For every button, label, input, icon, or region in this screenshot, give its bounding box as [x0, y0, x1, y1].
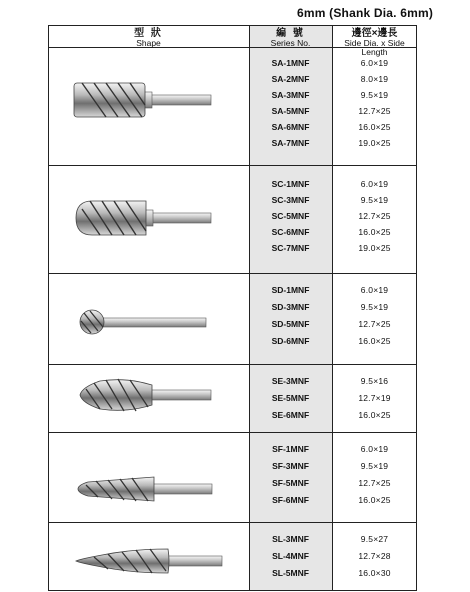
- size-cell: 6.0×19: [360, 179, 389, 189]
- series-cell: SC-3MNF: [271, 195, 310, 205]
- size-cell: 6.0×19: [360, 58, 389, 68]
- size-cell: 6.0×19: [360, 444, 389, 454]
- series-cell: SL-4MNF: [272, 551, 309, 561]
- series-cell: SE-5MNF: [271, 393, 310, 403]
- series-cell: SA-2MNF: [271, 74, 310, 84]
- series-cell: SC-5MNF: [271, 211, 310, 221]
- size-cell: 9.5×27: [360, 534, 389, 544]
- series-cell: SA-7MNF: [271, 138, 310, 148]
- size-cell: 6.0×19: [360, 285, 389, 295]
- size-cell: 9.5×19: [360, 302, 389, 312]
- size-cell: 12.7×19: [358, 393, 391, 403]
- size-cell: 12.7×25: [358, 106, 391, 116]
- header-size-en: Side Dia. x Side Length: [344, 38, 405, 58]
- size-cell: 16.0×25: [358, 410, 391, 420]
- tree-radius-end-burr-icon: [78, 477, 212, 501]
- size-cell: 9.5×19: [360, 90, 389, 100]
- header-size-zh: 邊徑×邊長: [351, 28, 398, 39]
- ball-burr-icon: [80, 310, 206, 334]
- size-cell: 16.0×25: [358, 336, 391, 346]
- series-cell: SC-1MNF: [271, 179, 310, 189]
- series-cell: SA-5MNF: [271, 106, 310, 116]
- series-cell: SD-5MNF: [271, 319, 310, 329]
- size-cell: 12.7×28: [358, 551, 391, 561]
- header-series-zh: 編 號: [276, 28, 305, 39]
- series-cell: SF-5MNF: [272, 478, 309, 488]
- series-cell: SF-3MNF: [272, 461, 309, 471]
- oval-burr-icon: [80, 379, 211, 411]
- series-cell: SL-3MNF: [272, 534, 309, 544]
- header-series-en: Series No.: [270, 38, 311, 48]
- size-cell: 16.0×25: [358, 495, 391, 505]
- page-title: 6mm (Shank Dia. 6mm): [297, 6, 434, 20]
- size-cell: 16.0×30: [358, 568, 391, 578]
- series-cell: SA-6MNF: [271, 122, 310, 132]
- burr-spec-table: [48, 25, 417, 591]
- size-cell: 16.0×25: [358, 227, 391, 237]
- series-cell: SL-5MNF: [272, 568, 309, 578]
- series-cell: SD-1MNF: [271, 285, 310, 295]
- header-shape-en: Shape: [136, 38, 161, 48]
- burr-illustrations: [48, 25, 249, 591]
- series-cell: SD-6MNF: [271, 336, 310, 346]
- size-cell: 9.5×16: [360, 376, 389, 386]
- size-cell: 12.7×25: [358, 211, 391, 221]
- header-shape-zh: 型 狀: [134, 28, 163, 39]
- size-cell: 19.0×25: [358, 138, 391, 148]
- size-cell: 16.0×25: [358, 122, 391, 132]
- series-cell: SA-1MNF: [271, 58, 310, 68]
- size-cell: 12.7×25: [358, 478, 391, 488]
- cylinder-burr-icon: [74, 83, 211, 117]
- series-cell: SC-6MNF: [271, 227, 310, 237]
- cylinder-radius-end-burr-icon: [76, 201, 211, 235]
- size-cell: 8.0×19: [360, 74, 389, 84]
- series-cell: SF-1MNF: [272, 444, 309, 454]
- series-cell: SC-7MNF: [271, 243, 310, 253]
- series-cell: SD-3MNF: [271, 302, 310, 312]
- series-cell: SA-3MNF: [271, 90, 310, 100]
- header-series: [249, 28, 332, 48]
- size-cell: 12.7×25: [358, 319, 391, 329]
- size-cell: 9.5×19: [360, 461, 389, 471]
- header-size: [332, 28, 417, 58]
- series-cell: SE-6MNF: [271, 410, 310, 420]
- size-cell: 19.0×25: [358, 243, 391, 253]
- size-cell: 9.5×19: [360, 195, 389, 205]
- series-cell: SE-3MNF: [271, 376, 310, 386]
- series-cell: SF-6MNF: [272, 495, 309, 505]
- flame-burr-icon: [76, 549, 222, 573]
